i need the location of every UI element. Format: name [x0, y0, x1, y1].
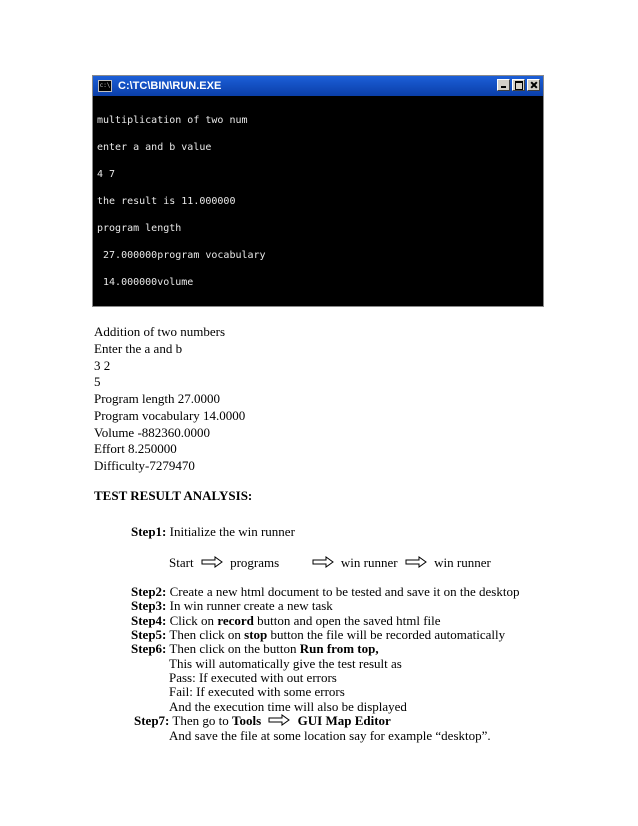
close-icon[interactable]	[527, 79, 540, 91]
console-icon: c:\	[98, 80, 112, 92]
output-line: Difficulty-7279470	[94, 458, 195, 473]
step-label: Step2:	[131, 584, 167, 599]
output-line: 5	[94, 374, 101, 389]
step-6-detail: And the execution time will also be displayed	[169, 699, 407, 714]
minimize-icon[interactable]	[497, 79, 510, 91]
arrow-right-icon	[405, 556, 427, 568]
step-label: Step3:	[131, 598, 167, 613]
output-line: Volume -882360.0000	[94, 425, 211, 440]
arrow-right-icon	[201, 556, 223, 568]
output-line: Enter the a and b	[94, 341, 183, 356]
menu-path	[169, 555, 491, 571]
step-label: Step6:	[131, 641, 167, 656]
step-text: Initialize the win runner	[166, 524, 295, 539]
step-label: Step4:	[131, 613, 167, 628]
step-text: In win runner create a new task	[166, 598, 333, 613]
output-line: Program vocabulary 14.0000	[94, 408, 246, 423]
step-text: Click on	[166, 613, 218, 628]
output-line: 3 2	[94, 358, 111, 373]
step-text: Then go to	[169, 713, 232, 728]
step-7	[134, 713, 391, 729]
step-keyword: record	[217, 613, 254, 628]
step-text: Then click on the button	[166, 641, 300, 656]
step-text: button the file will be recorded automatically	[267, 627, 506, 642]
console-titlebar	[93, 76, 543, 96]
step-keyword: GUI Map Editor	[297, 713, 391, 728]
maximize-icon[interactable]	[512, 79, 525, 91]
console-line: 14.000000volume	[97, 277, 194, 288]
console-line: 27.000000program vocabulary	[97, 250, 266, 261]
output-line: Program length 27.0000	[94, 391, 221, 406]
step-text: button and open the saved html file	[253, 613, 441, 628]
step-6	[131, 641, 379, 657]
step-7-detail: And save the file at some location say for example “desktop”.	[169, 728, 491, 743]
path-win-runner-app: win runner	[434, 555, 491, 570]
step-text: Then click on	[166, 627, 245, 642]
console-line: 4 7	[97, 169, 116, 180]
console-output	[95, 97, 541, 304]
console-title: C:\TC\BIN\RUN.EXE	[118, 80, 222, 92]
step-keyword: Run from top,	[299, 641, 379, 656]
console-line: the result is 11.000000	[97, 196, 236, 207]
console-line: enter a and b value	[97, 142, 212, 153]
output-line: Effort 8.250000	[94, 441, 177, 456]
step-keyword: stop	[244, 627, 268, 642]
window-controls	[497, 79, 540, 91]
step-label: Step5:	[131, 627, 167, 642]
arrow-right-icon	[268, 714, 290, 726]
step-keyword: Tools	[231, 713, 262, 728]
step-text: Create a new html document to be tested and save it on the desktop	[166, 584, 520, 599]
path-start: Start	[169, 555, 194, 570]
path-win-runner: win runner	[340, 555, 398, 570]
console-line: multiplication of two num	[97, 115, 248, 126]
step-6-detail: Fail: If executed with some errors	[169, 684, 345, 699]
console-window	[92, 75, 544, 307]
console-line: program length	[97, 223, 182, 234]
step-label: Step7:	[134, 713, 170, 728]
output-line: Addition of two numbers	[94, 324, 226, 339]
step-1	[131, 524, 295, 540]
step-6-detail: Pass: If executed with out errors	[169, 670, 337, 685]
step-3	[131, 598, 333, 614]
step-6-detail: This will automatically give the test result as	[169, 656, 402, 671]
section-heading: TEST RESULT ANALYSIS:	[94, 488, 253, 503]
path-programs: programs	[230, 555, 280, 570]
step-label: Step1:	[131, 524, 167, 539]
arrow-right-icon	[312, 556, 334, 568]
